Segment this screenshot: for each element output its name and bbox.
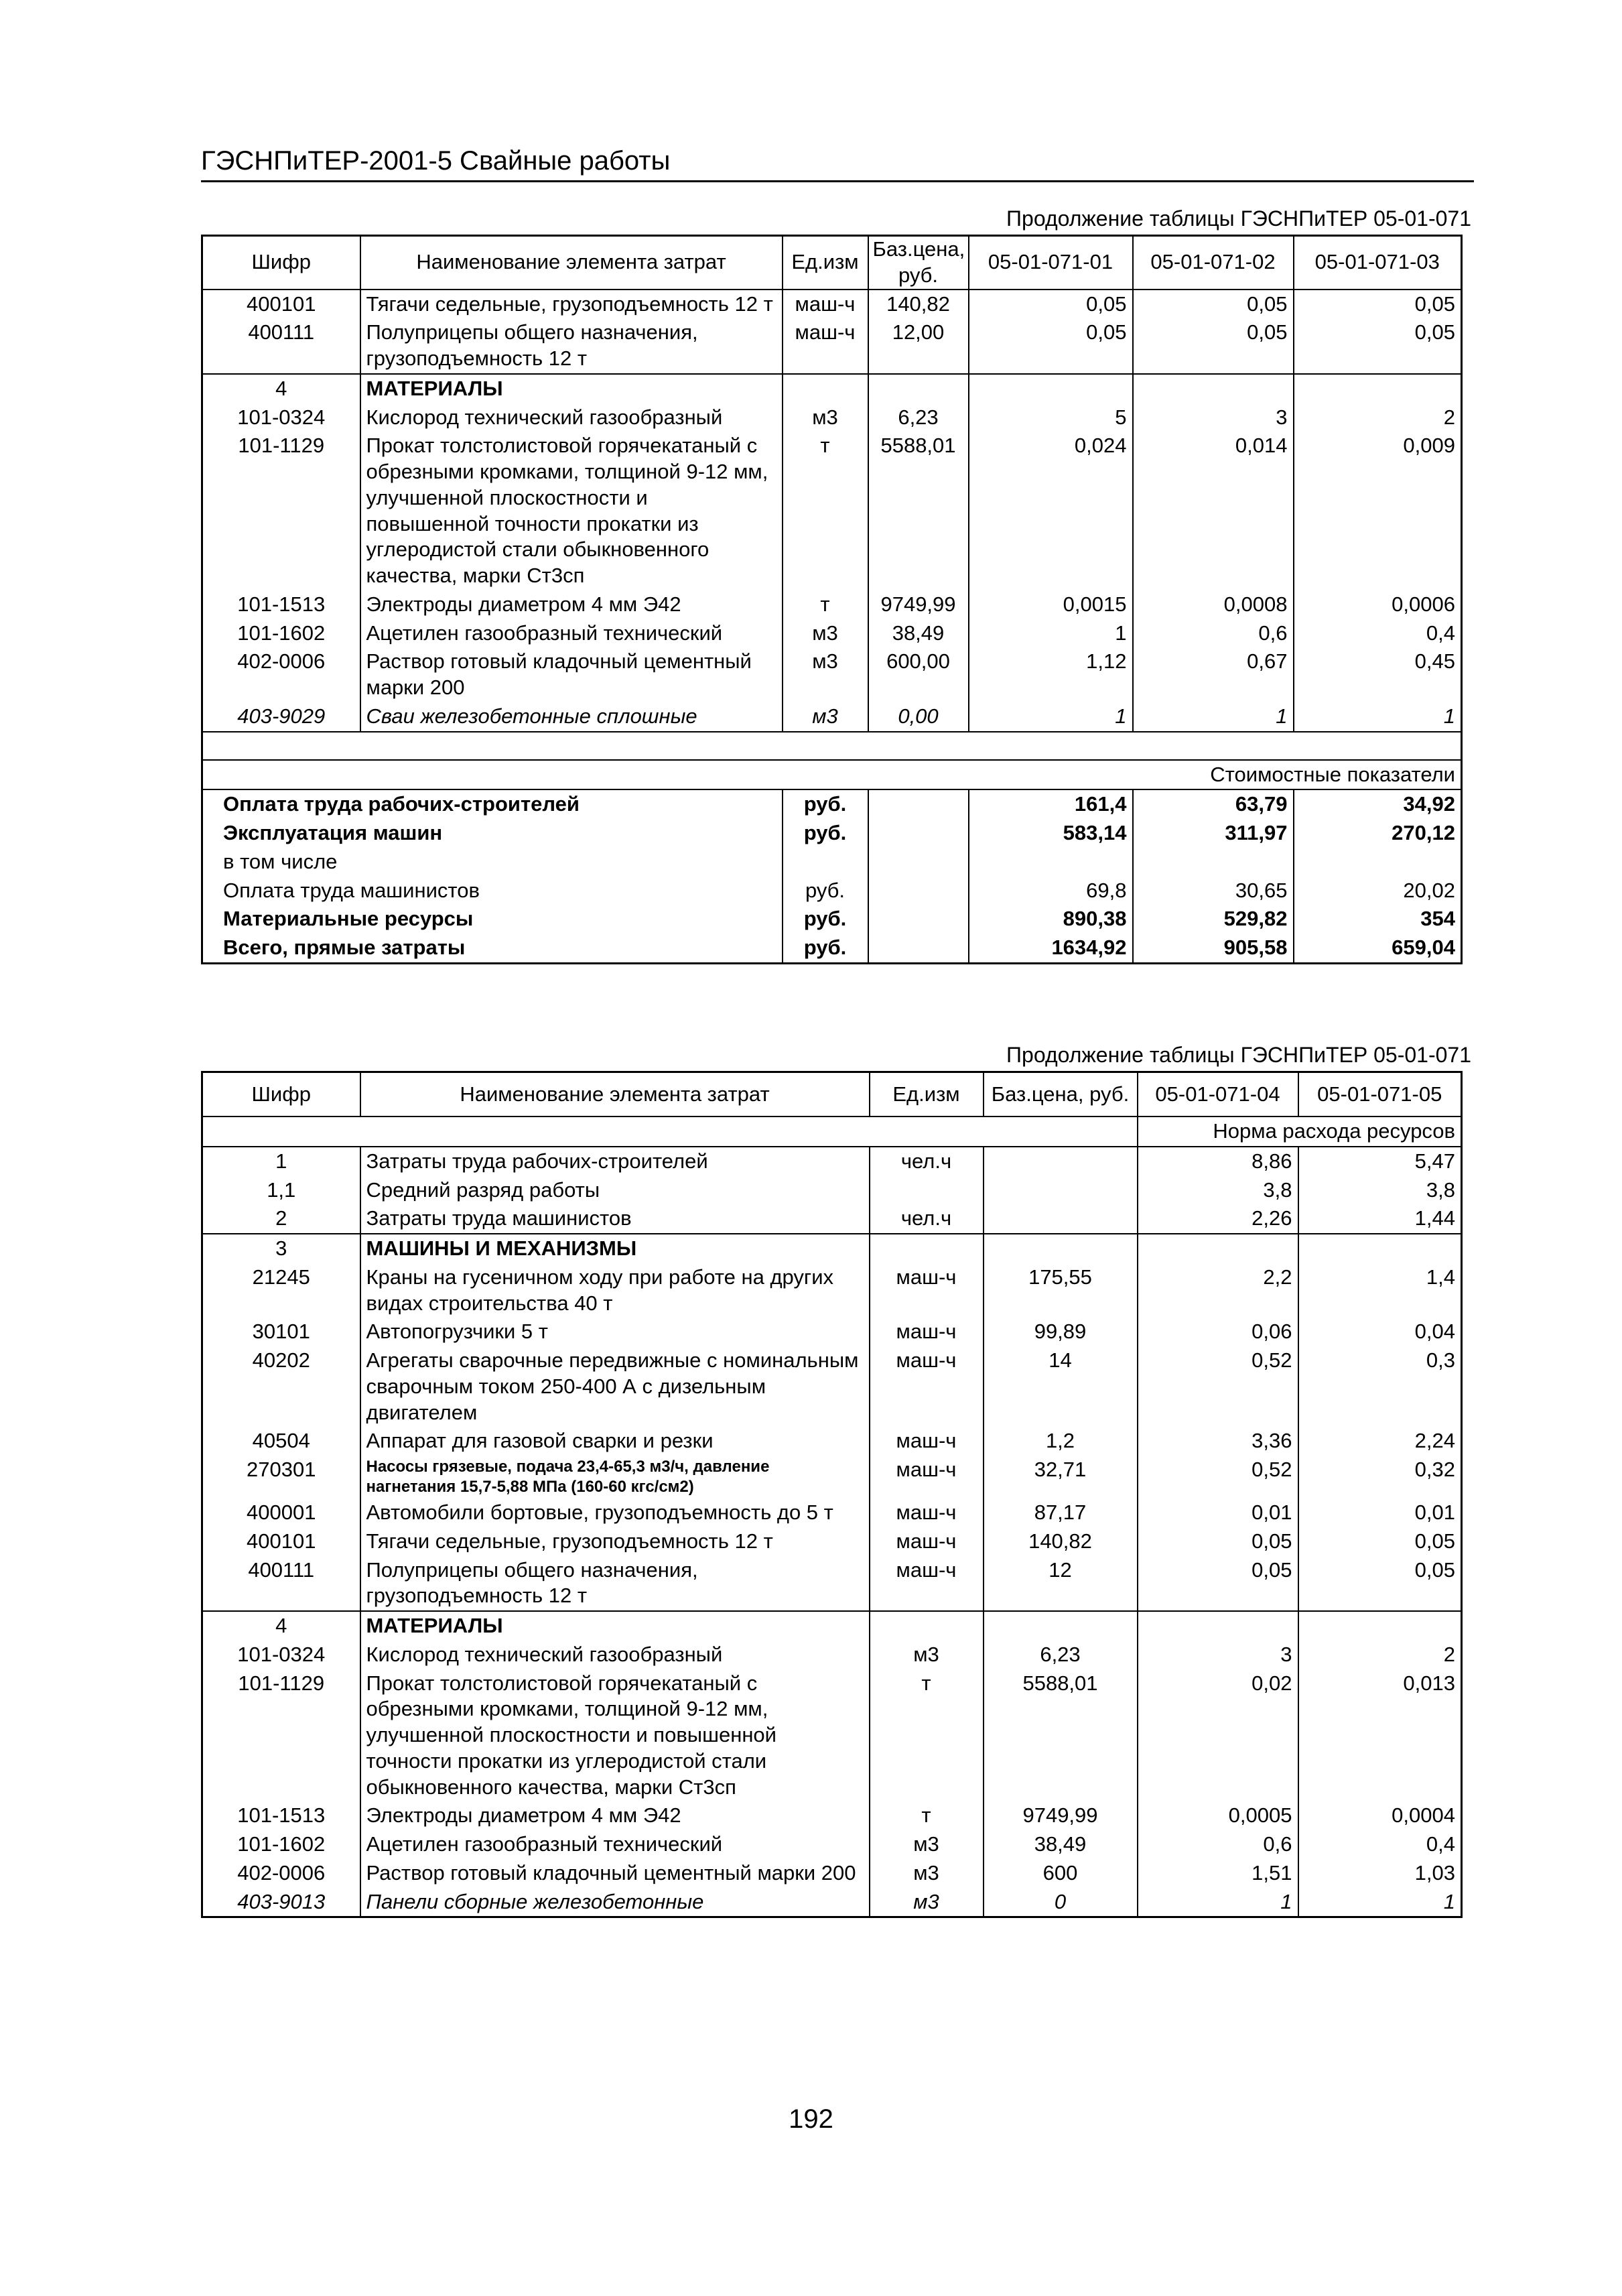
row-name: МАШИНЫ И МЕХАНИЗМЫ [360,1234,870,1263]
row-value: 0,01 [1298,1498,1462,1527]
empty-cell [1298,1234,1462,1263]
row-value: 0,01 [1138,1498,1298,1527]
column-header: 05-01-071-01 [969,236,1133,290]
row-code: 270301 [202,1456,360,1498]
row-price: 12,00 [868,318,969,374]
cost-value: 69,8 [969,877,1133,905]
empty-cell [969,374,1133,403]
row-code: 21245 [202,1263,360,1318]
row-value: 0,52 [1138,1346,1298,1427]
row-price [984,1176,1138,1205]
row-price: 6,23 [868,403,969,432]
row-value: 2 [1298,1641,1462,1669]
row-price: 600,00 [868,647,969,702]
row-value: 0,05 [1133,290,1294,319]
row-value: 3 [1133,403,1294,432]
row-code: 40202 [202,1346,360,1427]
row-value: 0,05 [1294,318,1462,374]
row-value: 8,86 [1138,1147,1298,1176]
row-name: Полуприцепы общего назначения, грузоподъемность 12 т [360,1556,870,1612]
table-row [202,1204,1462,1234]
costs-label: Стоимостные показатели [202,760,1462,790]
empty-cell [868,819,969,848]
empty-cell [870,1234,984,1263]
table1-continuation-note: Продолжение таблицы ГЭСНПиТЕР 05-01-071 [1006,206,1471,231]
row-value: 5,47 [1298,1147,1462,1176]
column-header: Наименование элемента затрат [360,236,783,290]
table-row [202,1263,1462,1318]
row-value: 0,0008 [1133,590,1294,619]
column-header: 05-01-071-03 [1294,236,1462,290]
resource-table-2 [201,1071,1463,1918]
row-name: Тягачи седельные, грузоподъемность 12 т [360,1527,870,1556]
row-unit: т [783,590,868,619]
row-price: 99,89 [984,1318,1138,1346]
row-unit: маш-ч [783,290,868,319]
row-price [984,1147,1138,1176]
row-name: Полуприцепы общего назначения, грузоподъемность 12 т [360,318,783,374]
row-value: 0,014 [1133,432,1294,590]
cost-value: 890,38 [969,905,1133,934]
section-row [202,1611,1462,1641]
row-unit [870,1176,984,1205]
row-value: 1 [969,619,1133,648]
table-row [202,1669,1462,1802]
cost-unit: руб. [783,789,868,819]
row-code: 400111 [202,1556,360,1612]
cost-name: Всего, прямые затраты [202,934,783,963]
row-value: 0,6 [1133,619,1294,648]
table-row [202,1318,1462,1346]
cost-value: 905,58 [1133,934,1294,963]
table-row [202,647,1462,702]
cost-row [202,934,1462,963]
row-value: 3,36 [1138,1427,1298,1456]
cost-value: 161,4 [969,789,1133,819]
row-value: 0,4 [1298,1830,1462,1859]
row-code: 4 [202,1611,360,1641]
column-header: 05-01-071-05 [1298,1072,1462,1117]
row-unit: маш-ч [870,1498,984,1527]
cost-unit: руб. [783,934,868,963]
row-name: Электроды диаметром 4 мм Э42 [360,590,783,619]
row-code: 403-9013 [202,1888,360,1917]
table-row [202,1830,1462,1859]
cost-value: 659,04 [1294,934,1462,963]
column-header: Баз.цена, руб. [984,1072,1138,1117]
row-price: 9749,99 [984,1801,1138,1830]
row-name: Электроды диаметром 4 мм Э42 [360,1801,870,1830]
row-unit: т [870,1801,984,1830]
table-row [202,1176,1462,1205]
row-price: 12 [984,1556,1138,1612]
cost-value: 1634,92 [969,934,1133,963]
empty-cell [1133,374,1294,403]
row-name: МАТЕРИАЛЫ [360,374,783,403]
row-value: 1 [1294,702,1462,732]
row-name: Ацетилен газообразный технический [360,1830,870,1859]
empty-cell [868,934,969,963]
table-row [202,1147,1462,1176]
row-value: 0,0006 [1294,590,1462,619]
resource-table-1 [201,235,1463,964]
cost-unit: руб. [783,877,868,905]
row-value: 0,4 [1294,619,1462,648]
row-price: 5588,01 [868,432,969,590]
column-header: 05-01-071-04 [1138,1072,1298,1117]
cost-value: 63,79 [1133,789,1294,819]
table-row [202,1427,1462,1456]
row-unit: т [783,432,868,590]
table-row [202,432,1462,590]
row-unit: маш-ч [783,318,868,374]
row-name: Автопогрузчики 5 т [360,1318,870,1346]
row-unit: м3 [783,647,868,702]
row-price: 38,49 [868,619,969,648]
empty-cell [1138,1234,1298,1263]
cost-unit [783,848,868,877]
row-price: 0,00 [868,702,969,732]
row-value: 0,05 [1138,1527,1298,1556]
row-value: 1 [1138,1888,1298,1917]
row-value: 0,009 [1294,432,1462,590]
row-value: 0,05 [1298,1527,1462,1556]
row-code: 1,1 [202,1176,360,1205]
table-row [202,1556,1462,1612]
column-header: Наименование элемента затрат [360,1072,870,1117]
cost-row [202,905,1462,934]
table-row [202,1346,1462,1427]
row-unit: м3 [870,1830,984,1859]
row-price: 140,82 [984,1527,1138,1556]
cost-unit: руб. [783,819,868,848]
row-value: 1,51 [1138,1859,1298,1888]
cost-row [202,877,1462,905]
row-unit: маш-ч [870,1456,984,1498]
cost-name: Оплата труда машинистов [202,877,783,905]
row-code: 2 [202,1204,360,1234]
row-value: 0,05 [1138,1556,1298,1612]
row-price: 32,71 [984,1456,1138,1498]
row-value: 2,2 [1138,1263,1298,1318]
row-price: 1,2 [984,1427,1138,1456]
row-code: 101-1602 [202,619,360,648]
cost-value [1294,848,1462,877]
row-code: 402-0006 [202,1859,360,1888]
row-price [984,1204,1138,1234]
empty-cell [868,789,969,819]
row-name: Тягачи седельные, грузоподъемность 12 т [360,290,783,319]
row-unit: маш-ч [870,1556,984,1612]
row-code: 402-0006 [202,647,360,702]
table-row [202,619,1462,648]
row-value: 3,8 [1138,1176,1298,1205]
row-price: 14 [984,1346,1138,1427]
table-header-row [202,236,1462,290]
cost-value [969,848,1133,877]
row-value: 0,0005 [1138,1801,1298,1830]
row-value: 1 [969,702,1133,732]
table-row [202,1527,1462,1556]
row-value: 0,02 [1138,1669,1298,1802]
cost-value: 30,65 [1133,877,1294,905]
empty-cell [984,1611,1138,1641]
row-unit: т [870,1669,984,1802]
row-name: Затраты труда рабочих-строителей [360,1147,870,1176]
cost-value: 583,14 [969,819,1133,848]
row-unit: м3 [870,1859,984,1888]
row-code: 40504 [202,1427,360,1456]
table-row [202,1801,1462,1830]
table-row [202,1498,1462,1527]
table-row [202,702,1462,732]
empty-cell [868,905,969,934]
row-name: Раствор готовый кладочный цементный марки 200 [360,647,783,702]
row-code: 3 [202,1234,360,1263]
table-row [202,290,1462,319]
row-code: 101-1513 [202,1801,360,1830]
row-unit: м3 [870,1641,984,1669]
row-code: 400101 [202,1527,360,1556]
row-price: 6,23 [984,1641,1138,1669]
row-unit: чел.ч [870,1147,984,1176]
table-row [202,1456,1462,1498]
cost-value: 529,82 [1133,905,1294,934]
row-price: 140,82 [868,290,969,319]
spacer-row [202,732,1462,760]
cost-name: Эксплуатация машин [202,819,783,848]
row-unit: маш-ч [870,1427,984,1456]
row-price: 5588,01 [984,1669,1138,1802]
row-unit: м3 [783,702,868,732]
row-price: 9749,99 [868,590,969,619]
row-value: 2,26 [1138,1204,1298,1234]
column-header: Шифр [202,236,360,290]
row-name: Раствор готовый кладочный цементный марки 200 [360,1859,870,1888]
cost-row [202,789,1462,819]
empty-cell [1294,374,1462,403]
page-header [201,146,1474,182]
row-value: 2 [1294,403,1462,432]
row-price: 0 [984,1888,1138,1917]
row-name: Кислород технический газообразный [360,403,783,432]
cost-value: 34,92 [1294,789,1462,819]
page-title: ГЭСНПиТЕР-2001-5 Свайные работы [201,146,671,176]
row-value: 0,06 [1138,1318,1298,1346]
row-value: 0,04 [1298,1318,1462,1346]
row-code: 101-1129 [202,432,360,590]
norm-label-row [202,1117,1462,1147]
row-code: 101-0324 [202,403,360,432]
table-row [202,318,1462,374]
row-name: Автомобили бортовые, грузоподъемность до 5 т [360,1498,870,1527]
empty-cell [984,1234,1138,1263]
cost-value: 20,02 [1294,877,1462,905]
row-value: 0,013 [1298,1669,1462,1802]
empty-cell [868,877,969,905]
row-code: 1 [202,1147,360,1176]
table-row [202,1641,1462,1669]
row-name: Насосы грязевые, подача 23,4-65,3 м3/ч, давление нагнетания 15,7-5,88 МПа (160-60 кгс/см2) [360,1456,870,1498]
empty-cell [783,374,868,403]
row-name: Агрегаты сварочные передвижные с номинальным сварочным током 250-400 А с дизельным двигателем [360,1346,870,1427]
table-row [202,1859,1462,1888]
row-value: 0,024 [969,432,1133,590]
cost-value: 311,97 [1133,819,1294,848]
cost-name: Материальные ресурсы [202,905,783,934]
cost-row [202,819,1462,848]
row-price: 600 [984,1859,1138,1888]
row-unit: маш-ч [870,1318,984,1346]
row-name: Панели сборные железобетонные [360,1888,870,1917]
row-unit: м3 [783,403,868,432]
row-value: 1,44 [1298,1204,1462,1234]
empty-cell [202,1117,1138,1147]
row-name: Кислород технический газообразный [360,1641,870,1669]
row-value: 2,24 [1298,1427,1462,1456]
cost-unit: руб. [783,905,868,934]
cost-name: в том числе [202,848,783,877]
row-value: 0,05 [1294,290,1462,319]
empty-cell [1138,1611,1298,1641]
row-unit: маш-ч [870,1527,984,1556]
table-row [202,403,1462,432]
column-header: 05-01-071-02 [1133,236,1294,290]
norm-label: Норма расхода ресурсов [1138,1117,1462,1147]
row-value: 0,6 [1138,1830,1298,1859]
column-header: Ед.изм [783,236,868,290]
row-code: 400101 [202,290,360,319]
row-unit: м3 [870,1888,984,1917]
column-header: Шифр [202,1072,360,1117]
row-value: 0,52 [1138,1456,1298,1498]
row-value: 1,4 [1298,1263,1462,1318]
row-name: Прокат толстолистовой горячекатаный с обрезными кромками, толщиной 9-12 мм, улучшенной плоскостности и повышенной точности прокатки из углеродистой стали обыкновенного качества, марки Ст3сп [360,1669,870,1802]
row-name: МАТЕРИАЛЫ [360,1611,870,1641]
row-price: 175,55 [984,1263,1138,1318]
row-value: 0,0015 [969,590,1133,619]
row-value: 1,12 [969,647,1133,702]
row-name: Краны на гусеничном ходу при работе на других видах строительства 40 т [360,1263,870,1318]
empty-cell [1298,1611,1462,1641]
row-value: 1 [1298,1888,1462,1917]
column-header: Ед.изм [870,1072,984,1117]
row-name: Аппарат для газовой сварки и резки [360,1427,870,1456]
row-name: Прокат толстолистовой горячекатаный с обрезными кромками, толщиной 9-12 мм, улучшенной плоскостности и повышенной точности прокатки из углеродистой стали обыкновенного качества, марки Ст3сп [360,432,783,590]
section-row [202,1234,1462,1263]
row-code: 101-1602 [202,1830,360,1859]
empty-cell [868,374,969,403]
row-code: 400111 [202,318,360,374]
row-value: 0,05 [1133,318,1294,374]
row-value: 3,8 [1298,1176,1462,1205]
table-row [202,590,1462,619]
table-header-row [202,1072,1462,1117]
row-unit: маш-ч [870,1346,984,1427]
row-value: 1 [1133,702,1294,732]
row-code: 101-0324 [202,1641,360,1669]
row-value: 0,05 [969,290,1133,319]
row-value: 0,3 [1298,1346,1462,1427]
row-code: 400001 [202,1498,360,1527]
row-value: 0,32 [1298,1456,1462,1498]
empty-cell [870,1611,984,1641]
row-name: Затраты труда машинистов [360,1204,870,1234]
row-code: 403-9029 [202,702,360,732]
row-unit: м3 [783,619,868,648]
row-unit: маш-ч [870,1263,984,1318]
row-price: 87,17 [984,1498,1138,1527]
spacer-cell [202,732,1462,760]
row-code: 4 [202,374,360,403]
row-name: Средний разряд работы [360,1176,870,1205]
row-name: Ацетилен газообразный технический [360,619,783,648]
cost-value [1133,848,1294,877]
row-value: 0,05 [969,318,1133,374]
row-value: 0,05 [1298,1556,1462,1612]
cost-value: 270,12 [1294,819,1462,848]
cost-name: Оплата труда рабочих-строителей [202,789,783,819]
row-value: 1,03 [1298,1859,1462,1888]
table-row [202,1888,1462,1917]
row-unit: чел.ч [870,1204,984,1234]
row-value: 5 [969,403,1133,432]
row-code: 30101 [202,1318,360,1346]
row-value: 0,0004 [1298,1801,1462,1830]
row-value: 3 [1138,1641,1298,1669]
row-price: 38,49 [984,1830,1138,1859]
costs-label-row [202,760,1462,790]
cost-row [202,848,1462,877]
page-number: 192 [789,2104,833,2134]
row-value: 0,45 [1294,647,1462,702]
row-code: 101-1129 [202,1669,360,1802]
table2-continuation-note: Продолжение таблицы ГЭСНПиТЕР 05-01-071 [1006,1043,1471,1067]
section-row [202,374,1462,403]
cost-value: 354 [1294,905,1462,934]
column-header: Баз.цена, руб. [868,236,969,290]
row-name: Сваи железобетонные сплошные [360,702,783,732]
row-code: 101-1513 [202,590,360,619]
row-value: 0,67 [1133,647,1294,702]
empty-cell [868,848,969,877]
